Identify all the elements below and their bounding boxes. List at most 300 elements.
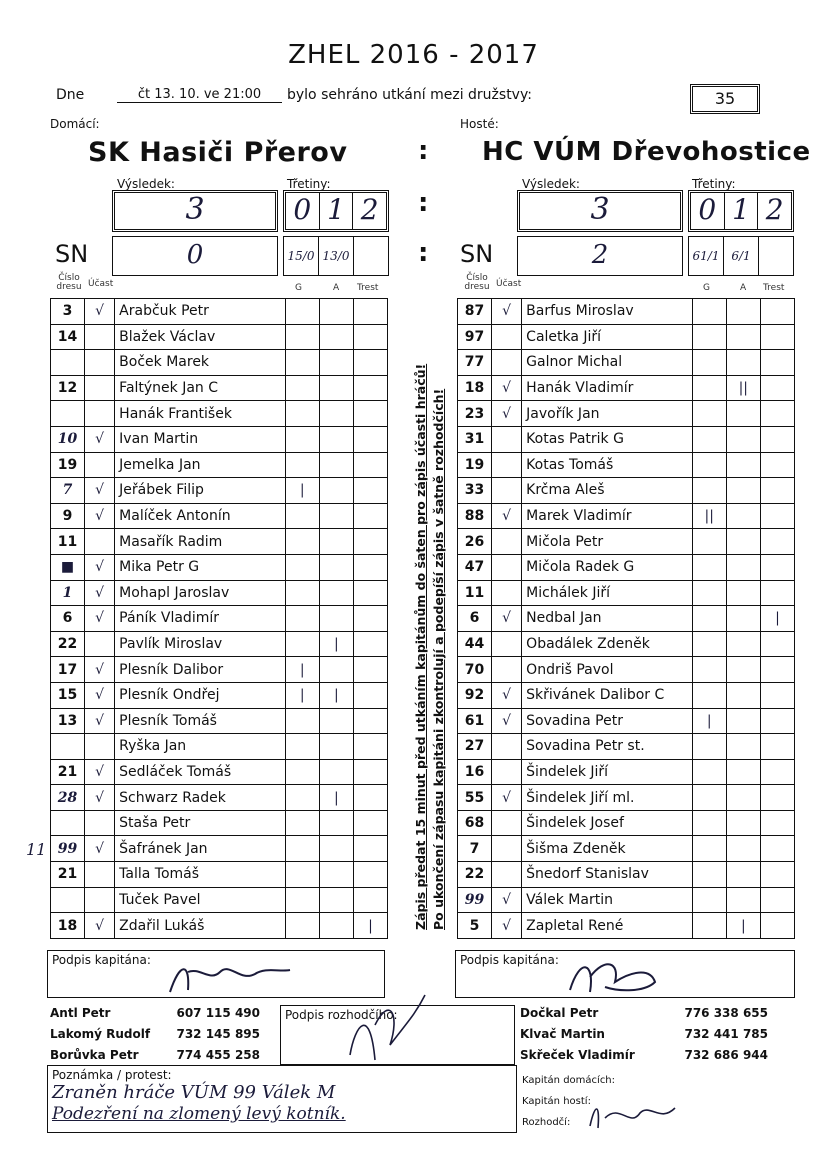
official-row bbox=[520, 1048, 768, 1069]
assists-mark bbox=[726, 478, 760, 504]
assists-mark bbox=[726, 606, 760, 632]
player-number: 9 bbox=[51, 503, 85, 529]
player-row bbox=[51, 580, 388, 606]
player-name: Ondriš Pavol bbox=[522, 657, 693, 683]
vertical-instructions bbox=[412, 364, 448, 930]
home-period-1: 0 bbox=[286, 193, 320, 229]
player-row bbox=[458, 478, 795, 504]
player-number: 68 bbox=[458, 810, 492, 836]
assists-mark bbox=[726, 631, 760, 657]
player-row bbox=[51, 810, 388, 836]
goals-mark: || bbox=[692, 503, 726, 529]
assists-mark bbox=[319, 708, 353, 734]
penalty-mark bbox=[760, 375, 794, 401]
goals-mark bbox=[285, 452, 319, 478]
goals-mark bbox=[692, 299, 726, 325]
attendance-mark bbox=[492, 657, 522, 683]
assists-mark bbox=[726, 734, 760, 760]
player-number bbox=[51, 734, 85, 760]
player-name: Šišma Zdeněk bbox=[522, 836, 693, 862]
player-number: 44 bbox=[458, 631, 492, 657]
attendance-mark bbox=[492, 759, 522, 785]
assists-mark bbox=[319, 836, 353, 862]
assists-mark bbox=[319, 734, 353, 760]
assists-mark bbox=[726, 887, 760, 913]
assists-mark bbox=[319, 503, 353, 529]
goals-mark bbox=[285, 426, 319, 452]
assists-mark bbox=[726, 759, 760, 785]
goals-mark bbox=[285, 529, 319, 555]
player-number: 99 bbox=[51, 836, 85, 862]
attendance-mark: √ bbox=[492, 887, 522, 913]
assists-mark bbox=[319, 529, 353, 555]
player-name: Boček Marek bbox=[115, 350, 286, 376]
player-number: 7 bbox=[51, 478, 85, 504]
home-score-value: 3 bbox=[185, 192, 205, 227]
penalty-mark bbox=[760, 759, 794, 785]
player-row bbox=[458, 529, 795, 555]
player-name: Plesník Tomáš bbox=[115, 708, 286, 734]
penalty-mark bbox=[353, 734, 387, 760]
player-row bbox=[51, 350, 388, 376]
goals-mark bbox=[285, 759, 319, 785]
assists-mark bbox=[319, 913, 353, 939]
guest-period-2: 1 bbox=[725, 193, 759, 229]
penalty-mark bbox=[353, 708, 387, 734]
match-date: čt 13. 10. ve 21:00 bbox=[117, 87, 282, 103]
officials-right bbox=[520, 1006, 768, 1069]
goals-mark bbox=[692, 478, 726, 504]
player-number: 13 bbox=[51, 708, 85, 734]
attendance-mark bbox=[85, 324, 115, 350]
player-number: 23 bbox=[458, 401, 492, 427]
attendance-mark: √ bbox=[85, 657, 115, 683]
penalty-mark bbox=[353, 580, 387, 606]
guest-captain-footer-label: Kapitán hostí: bbox=[522, 1096, 591, 1107]
player-number: 19 bbox=[51, 452, 85, 478]
player-name: Staša Petr bbox=[115, 810, 286, 836]
attendance-mark bbox=[85, 350, 115, 376]
referee-footer-signature bbox=[580, 1098, 680, 1132]
attendance-mark bbox=[85, 810, 115, 836]
player-name: Skřivánek Dalibor C bbox=[522, 682, 693, 708]
assists-mark bbox=[726, 657, 760, 683]
attendance-mark bbox=[492, 554, 522, 580]
player-number: 10 bbox=[51, 426, 85, 452]
penalty-mark: | bbox=[760, 606, 794, 632]
player-number: 18 bbox=[51, 913, 85, 939]
player-row bbox=[458, 887, 795, 913]
player-number: 3 bbox=[51, 299, 85, 325]
penalty-mark bbox=[353, 375, 387, 401]
penalty-mark bbox=[353, 478, 387, 504]
guest-result-label: Výsledek: bbox=[522, 177, 580, 191]
player-number: 33 bbox=[458, 478, 492, 504]
penalty-mark bbox=[760, 529, 794, 555]
player-name: Ryška Jan bbox=[115, 734, 286, 760]
penalty-mark bbox=[353, 887, 387, 913]
goals-mark bbox=[692, 580, 726, 606]
player-row bbox=[51, 759, 388, 785]
player-row bbox=[458, 401, 795, 427]
player-name: Páník Vladimír bbox=[115, 606, 286, 632]
player-row bbox=[51, 503, 388, 529]
colon: : bbox=[418, 136, 429, 166]
assists-mark bbox=[726, 554, 760, 580]
attendance-mark bbox=[492, 426, 522, 452]
official-name: Lakomý Rudolf bbox=[50, 1027, 151, 1041]
home-label: Domácí: bbox=[50, 117, 100, 131]
penalty-mark bbox=[353, 401, 387, 427]
guest-a-header: A bbox=[740, 283, 747, 293]
goals-mark bbox=[692, 810, 726, 836]
goals-mark bbox=[285, 503, 319, 529]
played-text: bylo sehráno utkání mezi družstvy: bbox=[287, 87, 532, 103]
goals-mark bbox=[692, 529, 726, 555]
player-number: 55 bbox=[458, 785, 492, 811]
player-row bbox=[458, 299, 795, 325]
player-name: Arabčuk Petr bbox=[115, 299, 286, 325]
goals-mark bbox=[692, 785, 726, 811]
guest-captain-signature bbox=[560, 952, 670, 998]
player-number: 18 bbox=[458, 375, 492, 401]
goals-mark bbox=[285, 580, 319, 606]
player-name: Šindelek Jiří bbox=[522, 759, 693, 785]
goals-mark bbox=[285, 299, 319, 325]
player-name: Mičola Radek G bbox=[522, 554, 693, 580]
penalty-mark bbox=[760, 324, 794, 350]
player-number: 87 bbox=[458, 299, 492, 325]
guest-sn-mark-3 bbox=[759, 237, 793, 275]
player-row bbox=[51, 426, 388, 452]
goals-mark bbox=[692, 759, 726, 785]
player-row bbox=[51, 836, 388, 862]
penalty-mark bbox=[353, 606, 387, 632]
home-g-header: G bbox=[295, 283, 302, 293]
goals-mark bbox=[285, 631, 319, 657]
assists-mark: | bbox=[319, 785, 353, 811]
player-name: Sovadina Petr bbox=[522, 708, 693, 734]
penalty-mark bbox=[760, 554, 794, 580]
home-captain-signature bbox=[160, 952, 300, 998]
penalty-mark bbox=[760, 836, 794, 862]
attendance-mark bbox=[85, 631, 115, 657]
goals-mark bbox=[692, 862, 726, 888]
penalty-mark bbox=[760, 734, 794, 760]
player-row bbox=[51, 299, 388, 325]
penalty-mark bbox=[353, 862, 387, 888]
player-name: Válek Martin bbox=[522, 887, 693, 913]
assists-mark bbox=[726, 350, 760, 376]
assists-mark bbox=[726, 503, 760, 529]
attendance-mark bbox=[492, 734, 522, 760]
goals-mark bbox=[692, 554, 726, 580]
penalty-mark bbox=[760, 452, 794, 478]
player-row bbox=[51, 657, 388, 683]
guest-score bbox=[517, 190, 683, 232]
player-name: Faltýnek Jan C bbox=[115, 375, 286, 401]
assists-mark bbox=[726, 785, 760, 811]
goals-mark bbox=[692, 324, 726, 350]
player-name: Sovadina Petr st. bbox=[522, 734, 693, 760]
player-number: 6 bbox=[51, 606, 85, 632]
penalty-mark bbox=[760, 299, 794, 325]
penalty-mark bbox=[760, 503, 794, 529]
goals-mark bbox=[285, 401, 319, 427]
notes-box bbox=[47, 1065, 517, 1133]
player-number: 92 bbox=[458, 682, 492, 708]
attendance-mark: √ bbox=[492, 503, 522, 529]
official-name: Skřeček Vladimír bbox=[520, 1048, 635, 1062]
official-name: Dočkal Petr bbox=[520, 1006, 599, 1020]
player-row bbox=[458, 734, 795, 760]
official-row bbox=[520, 1027, 768, 1048]
guest-g-header: G bbox=[703, 283, 710, 293]
player-row bbox=[458, 631, 795, 657]
home-sn-mark-3 bbox=[354, 237, 388, 275]
attendance-mark bbox=[85, 375, 115, 401]
player-name: Caletka Jiří bbox=[522, 324, 693, 350]
player-number: ■ bbox=[51, 554, 85, 580]
goals-mark bbox=[692, 887, 726, 913]
player-name: Jeřábek Filip bbox=[115, 478, 286, 504]
player-row bbox=[51, 478, 388, 504]
assists-mark: | bbox=[726, 913, 760, 939]
player-name: Marek Vladimír bbox=[522, 503, 693, 529]
player-name: Malíček Antonín bbox=[115, 503, 286, 529]
goals-mark bbox=[285, 887, 319, 913]
home-periods bbox=[283, 190, 389, 232]
attendance-mark: √ bbox=[85, 478, 115, 504]
player-name: Šafránek Jan bbox=[115, 836, 286, 862]
player-number bbox=[51, 887, 85, 913]
attendance-mark bbox=[492, 529, 522, 555]
official-name: Borůvka Petr bbox=[50, 1048, 139, 1062]
penalty-mark bbox=[353, 529, 387, 555]
player-row bbox=[458, 810, 795, 836]
home-period-2: 1 bbox=[320, 193, 354, 229]
player-number: 27 bbox=[458, 734, 492, 760]
assists-mark bbox=[319, 452, 353, 478]
goals-mark bbox=[692, 375, 726, 401]
player-number: 22 bbox=[458, 862, 492, 888]
home-sn-box bbox=[112, 236, 278, 276]
goals-mark: | bbox=[285, 657, 319, 683]
goals-mark bbox=[285, 350, 319, 376]
attendance-mark: √ bbox=[85, 299, 115, 325]
assists-mark bbox=[726, 708, 760, 734]
attendance-mark: √ bbox=[492, 299, 522, 325]
assists-mark bbox=[726, 529, 760, 555]
home-attendance-header: Účast bbox=[88, 279, 114, 289]
assists-mark bbox=[726, 580, 760, 606]
player-row bbox=[458, 503, 795, 529]
player-name: Pavlík Miroslav bbox=[115, 631, 286, 657]
player-row bbox=[51, 734, 388, 760]
home-trest-header: Trest bbox=[357, 283, 379, 293]
player-row bbox=[51, 554, 388, 580]
goals-mark bbox=[692, 426, 726, 452]
notes-label: Poznámka / protest: bbox=[52, 1068, 172, 1082]
page-title: ZHEL 2016 - 2017 bbox=[288, 40, 539, 70]
home-a-header: A bbox=[333, 283, 340, 293]
player-row bbox=[458, 913, 795, 939]
player-name: Blažek Václav bbox=[115, 324, 286, 350]
attendance-mark bbox=[85, 452, 115, 478]
player-number: 12 bbox=[51, 375, 85, 401]
player-name: Kotas Patrik G bbox=[522, 426, 693, 452]
guest-period-3: 2 bbox=[765, 193, 784, 226]
penalty-mark bbox=[353, 657, 387, 683]
attendance-mark bbox=[492, 631, 522, 657]
official-row bbox=[50, 1006, 260, 1027]
player-number bbox=[51, 350, 85, 376]
player-name: Tuček Pavel bbox=[115, 887, 286, 913]
official-row bbox=[50, 1027, 260, 1048]
attendance-mark bbox=[492, 478, 522, 504]
guest-team-name: HC VÚM Dřevohostice bbox=[482, 137, 811, 167]
penalty-mark bbox=[760, 580, 794, 606]
guest-trest-header: Trest bbox=[763, 283, 785, 293]
assists-mark bbox=[319, 554, 353, 580]
official-name: Antl Petr bbox=[50, 1006, 111, 1020]
attendance-mark: √ bbox=[85, 708, 115, 734]
goals-mark bbox=[285, 734, 319, 760]
player-name: Nedbal Jan bbox=[522, 606, 693, 632]
assists-mark bbox=[319, 810, 353, 836]
player-row bbox=[458, 708, 795, 734]
guest-periods bbox=[688, 190, 794, 232]
goals-mark bbox=[692, 606, 726, 632]
penalty-mark bbox=[760, 350, 794, 376]
match-number: 35 bbox=[690, 84, 760, 114]
assists-mark: | bbox=[319, 682, 353, 708]
guest-sn-label: SN bbox=[460, 240, 494, 268]
assists-mark bbox=[726, 810, 760, 836]
player-number: 6 bbox=[458, 606, 492, 632]
attendance-mark bbox=[492, 452, 522, 478]
attendance-mark: √ bbox=[85, 913, 115, 939]
goals-mark: | bbox=[692, 708, 726, 734]
player-name: Zapletal René bbox=[522, 913, 693, 939]
player-row bbox=[51, 631, 388, 657]
attendance-mark bbox=[492, 836, 522, 862]
assists-mark bbox=[319, 580, 353, 606]
goals-mark bbox=[285, 375, 319, 401]
goals-mark bbox=[285, 913, 319, 939]
penalty-mark bbox=[353, 836, 387, 862]
player-number: 17 bbox=[51, 657, 85, 683]
goals-mark: | bbox=[285, 682, 319, 708]
player-number: 5 bbox=[458, 913, 492, 939]
penalty-mark: | bbox=[353, 913, 387, 939]
player-row bbox=[458, 657, 795, 683]
home-score bbox=[112, 190, 278, 232]
assists-mark: | bbox=[319, 631, 353, 657]
goals-mark bbox=[692, 350, 726, 376]
player-row bbox=[458, 759, 795, 785]
player-name: Masařík Radim bbox=[115, 529, 286, 555]
attendance-mark bbox=[85, 887, 115, 913]
player-number: 21 bbox=[51, 862, 85, 888]
goals-mark bbox=[692, 401, 726, 427]
assists-mark bbox=[726, 299, 760, 325]
player-row bbox=[51, 452, 388, 478]
penalty-mark bbox=[353, 426, 387, 452]
goals-mark bbox=[285, 324, 319, 350]
player-row bbox=[458, 836, 795, 862]
guest-captain-label: Podpis kapitána: bbox=[460, 953, 559, 967]
attendance-mark bbox=[85, 529, 115, 555]
player-name: Obadálek Zdeněk bbox=[522, 631, 693, 657]
player-row bbox=[51, 529, 388, 555]
home-roster-table bbox=[50, 298, 388, 939]
player-number: 11 bbox=[458, 580, 492, 606]
player-row bbox=[51, 606, 388, 632]
player-name: Krčma Aleš bbox=[522, 478, 693, 504]
penalty-mark bbox=[760, 682, 794, 708]
official-phone: 776 338 655 bbox=[684, 1006, 768, 1020]
penalty-mark bbox=[353, 759, 387, 785]
assists-mark bbox=[319, 862, 353, 888]
attendance-mark: √ bbox=[85, 759, 115, 785]
penalty-mark bbox=[353, 452, 387, 478]
attendance-mark bbox=[85, 862, 115, 888]
player-number: 88 bbox=[458, 503, 492, 529]
colon: : bbox=[418, 188, 429, 218]
home-sn-mark-2: 13/0 bbox=[319, 237, 354, 275]
assists-mark bbox=[319, 324, 353, 350]
penalty-mark bbox=[353, 554, 387, 580]
penalty-mark bbox=[353, 785, 387, 811]
attendance-mark: √ bbox=[85, 503, 115, 529]
player-row bbox=[458, 452, 795, 478]
assists-mark bbox=[726, 426, 760, 452]
player-number: 7 bbox=[458, 836, 492, 862]
assists-mark bbox=[726, 836, 760, 862]
player-number bbox=[51, 401, 85, 427]
official-phone: 607 115 490 bbox=[176, 1006, 260, 1020]
attendance-mark: √ bbox=[85, 426, 115, 452]
goals-mark bbox=[692, 452, 726, 478]
assists-mark bbox=[319, 350, 353, 376]
penalty-mark bbox=[760, 631, 794, 657]
official-phone: 732 145 895 bbox=[176, 1027, 260, 1041]
player-number bbox=[51, 810, 85, 836]
goals-mark bbox=[285, 810, 319, 836]
assists-mark bbox=[319, 657, 353, 683]
player-row bbox=[51, 862, 388, 888]
player-number: 28 bbox=[51, 785, 85, 811]
attendance-mark: √ bbox=[492, 785, 522, 811]
goals-mark bbox=[692, 913, 726, 939]
player-number: 99 bbox=[458, 887, 492, 913]
goals-mark bbox=[285, 606, 319, 632]
home-period-3: 2 bbox=[360, 193, 379, 226]
assists-mark bbox=[319, 375, 353, 401]
assists-mark bbox=[319, 401, 353, 427]
guest-sn-mark-1: 61/1 bbox=[689, 237, 724, 275]
goals-mark bbox=[692, 836, 726, 862]
home-periods-label: Třetiny: bbox=[287, 177, 331, 191]
player-name: Plesník Ondřej bbox=[115, 682, 286, 708]
colon: : bbox=[418, 238, 429, 268]
player-name: Kotas Tomáš bbox=[522, 452, 693, 478]
player-row bbox=[458, 350, 795, 376]
player-number: 61 bbox=[458, 708, 492, 734]
player-number: 16 bbox=[458, 759, 492, 785]
attendance-mark: √ bbox=[85, 682, 115, 708]
